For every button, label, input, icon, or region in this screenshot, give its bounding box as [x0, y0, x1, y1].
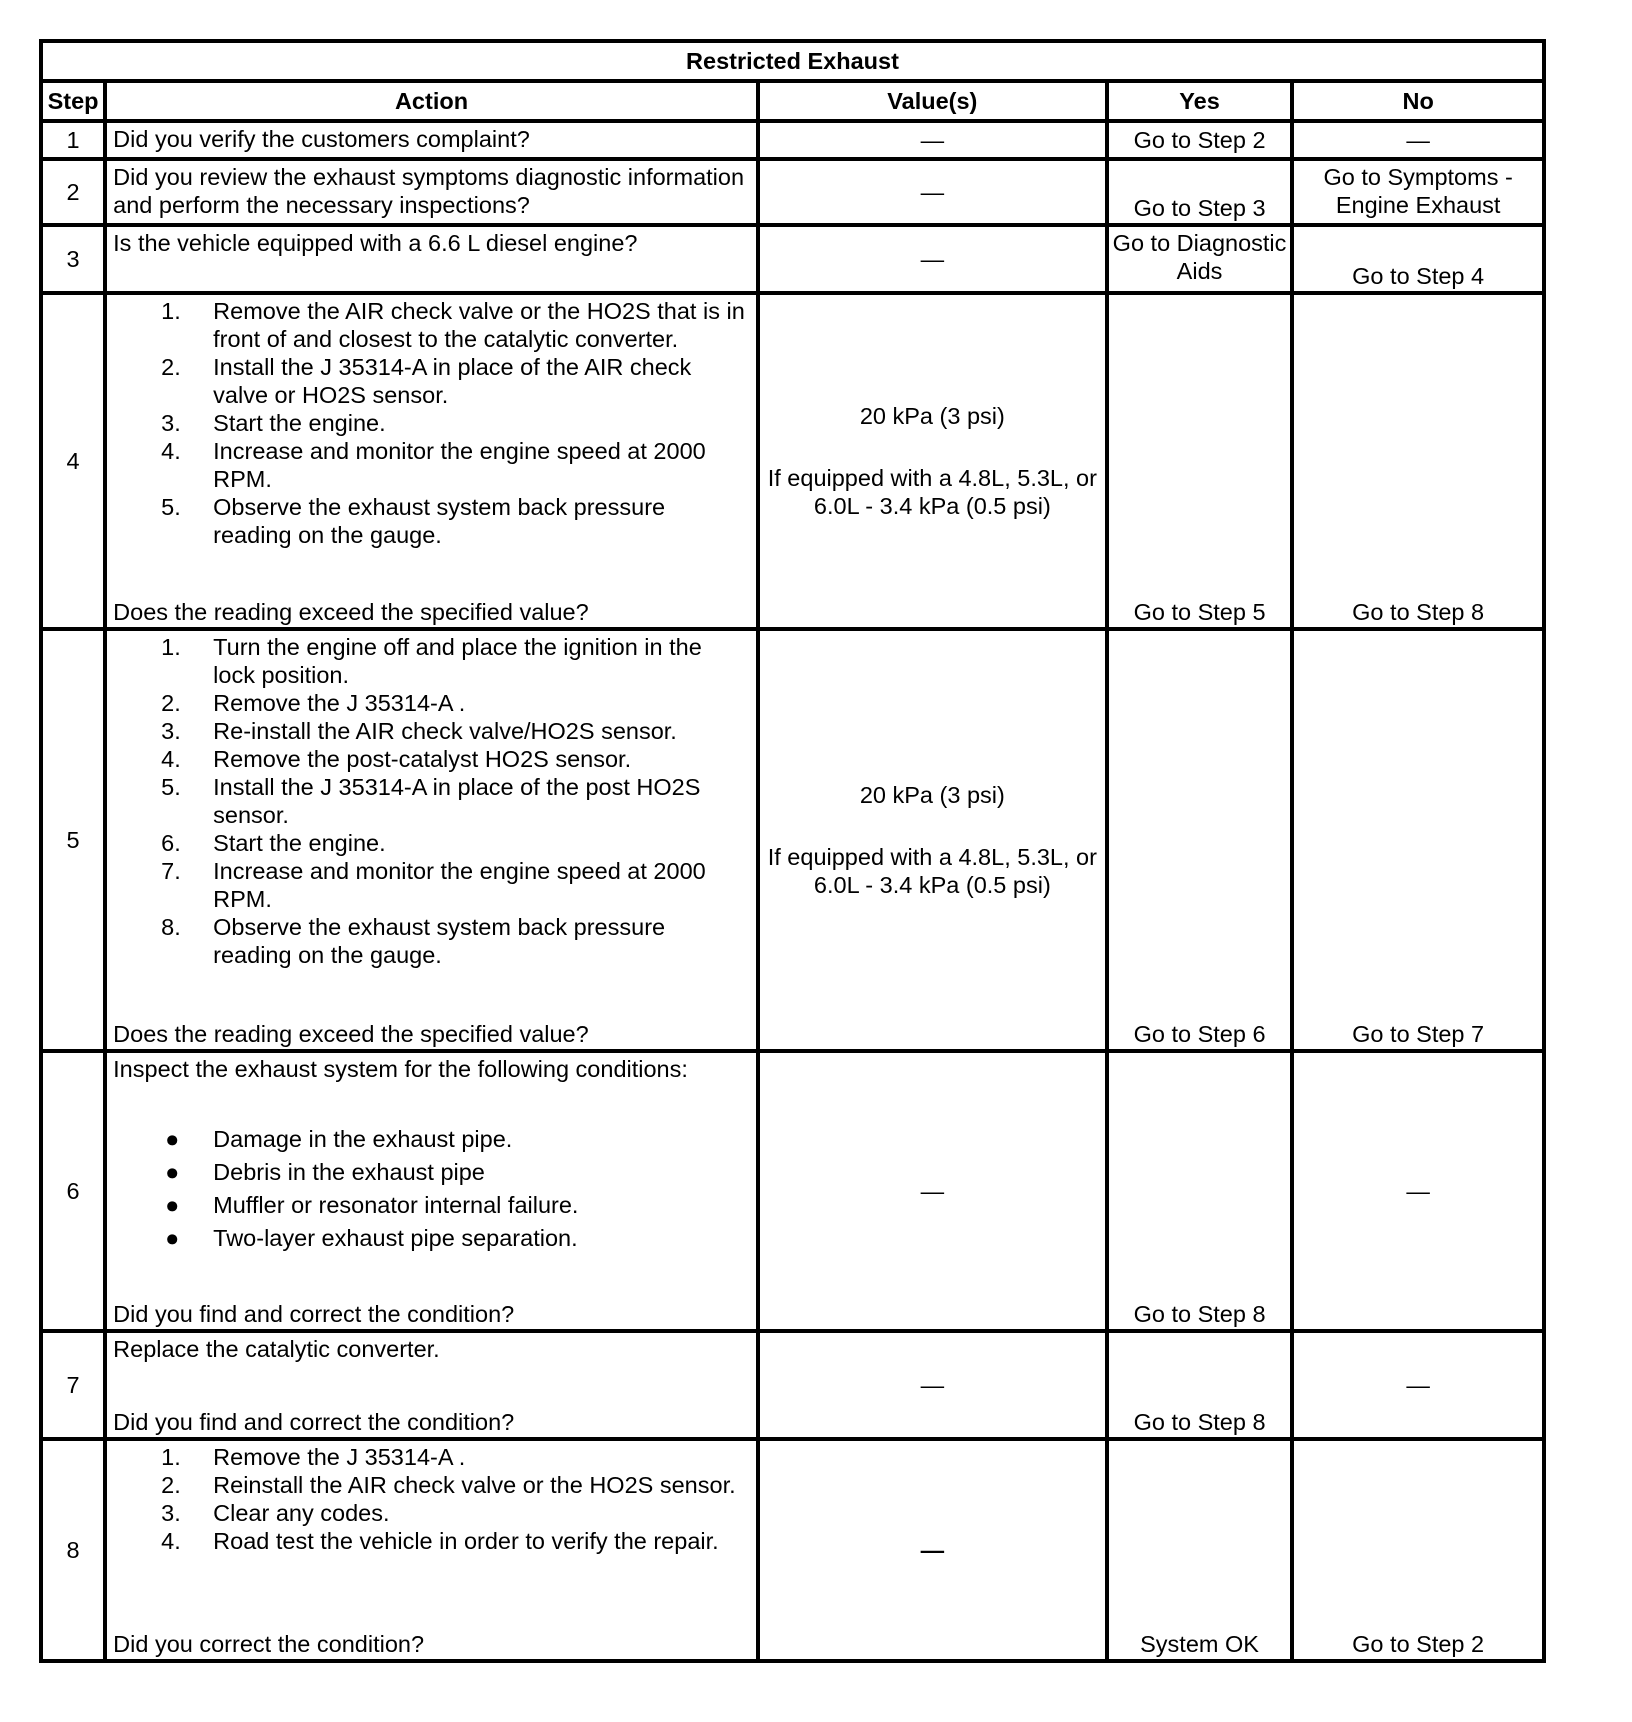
action-intro: Replace the catalytic converter. [113, 1336, 440, 1362]
action-cell [105, 629, 758, 1051]
no-text: Go to Step 4 [1352, 263, 1485, 289]
action-question: Did you find and correct the condition? [113, 1301, 515, 1327]
no-cell: — [1292, 121, 1544, 159]
header-step: Step [41, 81, 105, 121]
action-steps-list [113, 633, 750, 969]
no-cell [1292, 293, 1544, 629]
yes-text: Go to Step 8 [1133, 1409, 1266, 1435]
value-main: 20 kPa (3 psi) [859, 403, 1005, 429]
list-item: 1. Remove the AIR check valve or the HO2S that is in front of and closest to the catalytic converter. [161, 298, 745, 352]
yes-text: Go to Step 6 [1133, 1021, 1266, 1047]
action-cell [105, 293, 758, 629]
table-row-step-1 [41, 121, 1544, 159]
header-yes: Yes [1107, 81, 1292, 121]
no-text: Go to Step 8 [1352, 599, 1485, 625]
list-item: ● Damage in the exhaust pipe. [165, 1126, 513, 1152]
list-item: 4. Increase and monitor the engine speed at 2000 RPM. [161, 438, 706, 492]
table-row-step-6 [41, 1051, 1544, 1331]
list-item: 8. Observe the exhaust system back pressure reading on the gauge. [161, 914, 666, 968]
no-text: Go to Step 7 [1352, 1021, 1485, 1047]
no-cell: — [1292, 1331, 1544, 1439]
list-item: ● Debris in the exhaust pipe [165, 1159, 485, 1185]
action-text: Did you review the exhaust symptoms diagnostic information and perform the necessary inspections? [105, 159, 758, 225]
action-cell [105, 1051, 758, 1331]
action-cell [105, 1331, 758, 1439]
action-question: Did you find and correct the condition? [113, 1409, 515, 1435]
list-item: ● Two-layer exhaust pipe separation. [165, 1225, 578, 1251]
header-values: Value(s) [758, 81, 1107, 121]
action-question: Does the reading exceed the specified value? [113, 1021, 589, 1047]
value-cell: — [758, 1051, 1107, 1331]
header-action: Action [105, 81, 758, 121]
no-cell [1292, 629, 1544, 1051]
step-number: 3 [41, 225, 105, 293]
action-intro: Inspect the exhaust system for the following conditions: [113, 1056, 688, 1082]
diagnostic-table [39, 39, 1546, 1663]
list-item: 2. Install the J 35314-A in place of the AIR check valve or HO2S sensor. [161, 354, 692, 408]
list-item: 4. Remove the post-catalyst HO2S sensor. [161, 746, 632, 772]
table-row-step-3 [41, 225, 1544, 293]
list-item: 1. Remove the J 35314-A . [161, 1444, 466, 1470]
action-question: Did you correct the condition? [113, 1631, 425, 1657]
yes-text: Go to Step 8 [1133, 1301, 1266, 1327]
list-item: 4. Road test the vehicle in order to verify the repair. [161, 1528, 719, 1554]
table-row-step-5 [41, 629, 1544, 1051]
step-number: 6 [41, 1051, 105, 1331]
conditions-list [113, 1123, 750, 1255]
action-text: Is the vehicle equipped with a 6.6 L diesel engine? [105, 225, 758, 293]
step-number: 7 [41, 1331, 105, 1439]
value-cell [758, 293, 1107, 629]
yes-cell [1107, 1439, 1292, 1661]
yes-text: Go to Step 3 [1133, 195, 1266, 221]
yes-text: Go to Diagnostic Aids [1112, 230, 1287, 284]
list-item: 7. Increase and monitor the engine speed at 2000 RPM. [161, 858, 706, 912]
action-text: Did you verify the customers complaint? [105, 121, 758, 159]
list-item: 5. Observe the exhaust system back pressure reading on the gauge. [161, 494, 666, 548]
list-item: 2. Remove the J 35314-A . [161, 690, 466, 716]
list-item: 2. Reinstall the AIR check valve or the HO2S sensor. [161, 1472, 736, 1498]
list-item: ● Muffler or resonator internal failure. [165, 1192, 579, 1218]
no-cell [1292, 225, 1544, 293]
yes-cell [1107, 225, 1292, 293]
table-row-step-7 [41, 1331, 1544, 1439]
value-main: 20 kPa (3 psi) [859, 782, 1005, 808]
yes-cell [1107, 159, 1292, 225]
value-alt: If equipped with a 4.8L, 5.3L, or 6.0L - 3.4 kPa (0.5 psi) [767, 844, 1097, 898]
table-row-step-8 [41, 1439, 1544, 1661]
table-row-step-4 [41, 293, 1544, 629]
list-item: 1. Turn the engine off and place the ignition in the lock position. [161, 634, 702, 688]
yes-text: System OK [1140, 1631, 1259, 1657]
yes-cell [1107, 629, 1292, 1051]
value-cell: — [758, 121, 1107, 159]
value-cell: — [758, 225, 1107, 293]
no-text: Go to Symptoms - Engine Exhaust [1323, 164, 1513, 218]
no-cell [1292, 159, 1544, 225]
list-item: 3. Clear any codes. [161, 1500, 390, 1526]
no-cell: — [1292, 1051, 1544, 1331]
no-cell [1292, 1439, 1544, 1661]
step-number: 4 [41, 293, 105, 629]
header-row [41, 81, 1544, 121]
yes-cell [1107, 293, 1292, 629]
step-number: 8 [41, 1439, 105, 1661]
action-steps-list [113, 1443, 750, 1555]
yes-text: Go to Step 5 [1133, 599, 1266, 625]
yes-cell: Go to Step 2 [1107, 121, 1292, 159]
value-cell: — [758, 159, 1107, 225]
table-row-step-2 [41, 159, 1544, 225]
no-text: Go to Step 2 [1352, 1631, 1485, 1657]
yes-cell [1107, 1051, 1292, 1331]
list-item: 3. Re-install the AIR check valve/HO2S sensor. [161, 718, 677, 744]
value-cell: — [758, 1439, 1107, 1661]
list-item: 3. Start the engine. [161, 410, 386, 436]
step-number: 1 [41, 121, 105, 159]
action-question: Does the reading exceed the specified value? [113, 599, 589, 625]
value-cell: — [758, 1331, 1107, 1439]
list-item: 5. Install the J 35314-A in place of the post HO2S sensor. [161, 774, 701, 828]
header-no: No [1292, 81, 1544, 121]
value-alt: If equipped with a 4.8L, 5.3L, or 6.0L - 3.4 kPa (0.5 psi) [767, 465, 1097, 519]
action-cell [105, 1439, 758, 1661]
action-steps-list [113, 297, 750, 549]
step-number: 5 [41, 629, 105, 1051]
yes-cell [1107, 1331, 1292, 1439]
table-title: Restricted Exhaust [41, 41, 1544, 81]
value-cell [758, 629, 1107, 1051]
step-number: 2 [41, 159, 105, 225]
list-item: 6. Start the engine. [161, 830, 386, 856]
